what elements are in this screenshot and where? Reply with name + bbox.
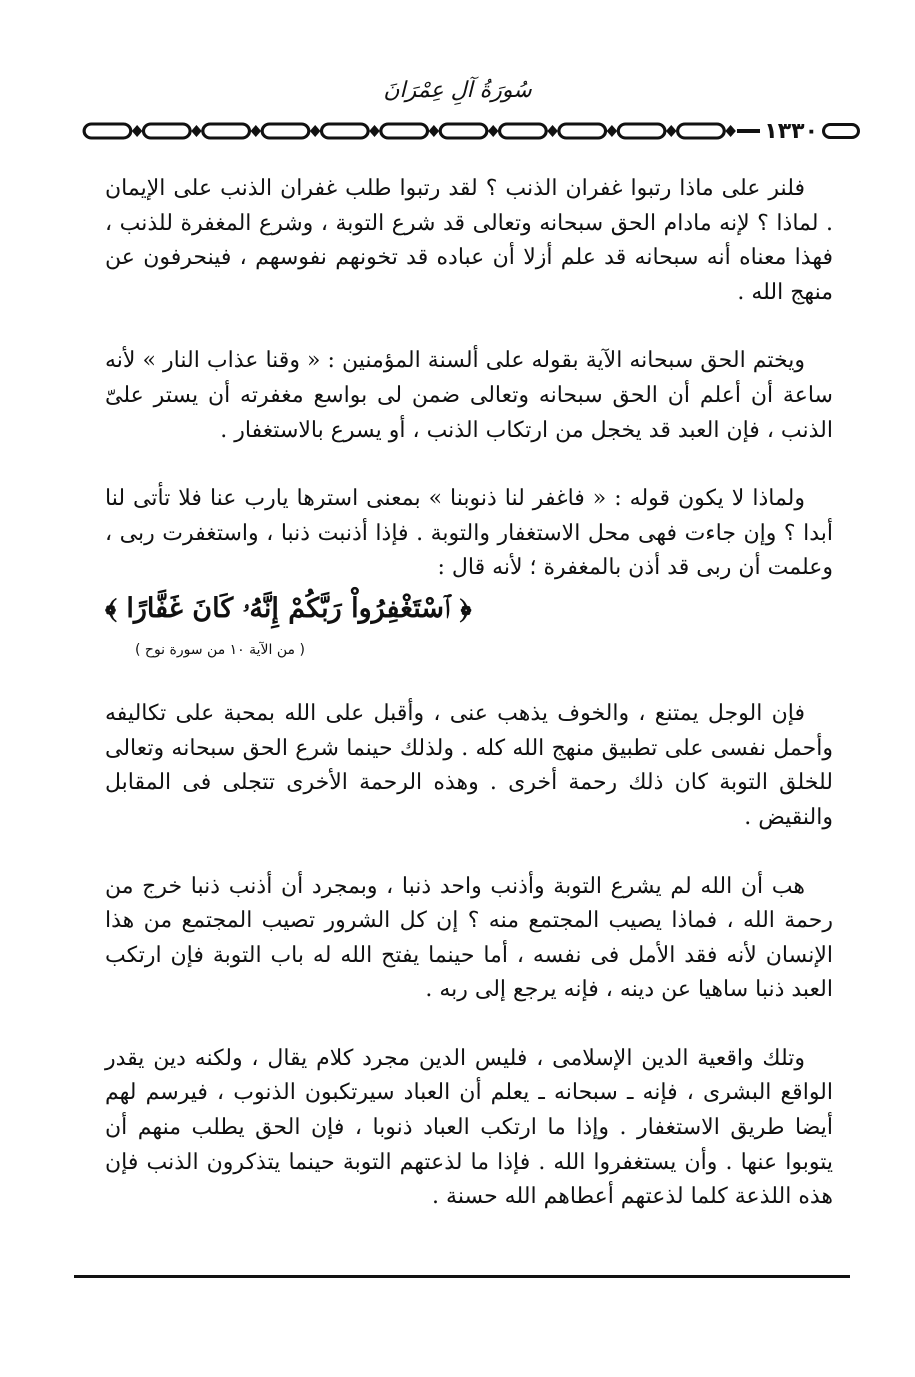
body-text — [105, 172, 833, 1249]
verse-text: ﴿ ٱسْتَغْفِرُواْ رَبَّكُمْ إِنَّهُۥ كَانَ غَفَّارًا ﴾ — [105, 592, 472, 624]
quran-verse — [105, 592, 833, 627]
surah-title: سُورَةُ آلِ عِمْرَانَ — [383, 78, 532, 103]
verse-reference: ( من الآية ١٠ من سورة نوح ) — [135, 641, 305, 658]
chain-ornament — [82, 119, 760, 143]
paragraph-1: فلنر على ماذا رتبوا غفران الذنب ؟ لقد رتبوا طلب غفران الذنب على الإيمان . لماذا ؟ لإنه مادام الحق سبحانه وتعالى قد شرع التوبة ، وشرع المغفرة للذنب ، فهذا معناه أنه سبحانه قد علم أزلا أن عباده قد تخونهم نفوسهم ، فينحرفون عن منهج الله . — [105, 176, 833, 305]
paragraph-4: فإن الوجل يمتنع ، والخوف يذهب عنى ، وأقبل على الله بمحبة على تكاليفه وأحمل نفسى على تطبيق منهج الله كله . ولذلك حينما شرع الحق سبحانه وتعالى للخلق التوبة كان ذلك رحمة أخرى . وهذه الرحمة الأخرى تتجلى فى المقابل والنقيض . — [105, 701, 833, 830]
header-ornament-row — [82, 116, 860, 146]
page-number: ١٣٣٠ — [764, 118, 818, 144]
chain-end-ornament — [822, 123, 860, 139]
bottom-rule — [74, 1275, 850, 1278]
paragraph-6: وتلك واقعية الدين الإسلامى ، فليس الدين مجرد كلام يقال ، ولكنه دين يقدر الواقع البشرى ، فإنه ـ سبحانه ـ يعلم أن العباد سيرتكبون الذنوب ، فيرسم لهم أيضا طريق الاستغفار . وإذا ما ارتكب العباد ذنوبا ، فإن الحق يطلب منهم أن يتوبوا عنها . وأن يستغفروا الله . فإذا ما لذعتهم التوبة حينما يتذكرون الذنب فإن هذه اللذعة كلما لذعتهم أعطاهم الله حسنة . — [105, 1045, 833, 1210]
paragraph-2: ويختم الحق سبحانه الآية بقوله على ألسنة المؤمنين : « وقنا عذاب النار » لأنه ساعة أن أعلم أن الحق سبحانه وتعالى ضمن لى بواسع مغفرته أن يستر علىّ الذنب ، فإن العبد قد يخجل من ارتكاب الذنب ، أو يسرع بالاستغفار . — [105, 348, 833, 443]
paragraph-5: هب أن الله لم يشرع التوبة وأذنب واحد ذنبا ، وبمجرد أن أذنب ذنبا خرج من رحمة الله ، فماذا يصيب المجتمع منه ؟ إن كل الشرور تصيب المجتمع من هذا الإنسان لأنه فقد الأمل فى نفسه ، أما حينما يفتح الله له باب التوبة فإن ارتكب العبد ذنبا ساهيا عن دينه ، فإنه يرجع إلى ربه . — [105, 873, 833, 1003]
paragraph-3: ولماذا لا يكون قوله : « فاغفر لنا ذنوبنا » بمعنى استرها يارب عنا فلا تأتى لنا أبدا ؟ وإن جاءت فهى محل الاستغفار والتوبة . فإذا أذنبت ذنبا ، واستغفرت ربى ، وعلمت أن ربى قد أذن بالمغفرة ؛ لأنه قال : — [105, 486, 833, 581]
